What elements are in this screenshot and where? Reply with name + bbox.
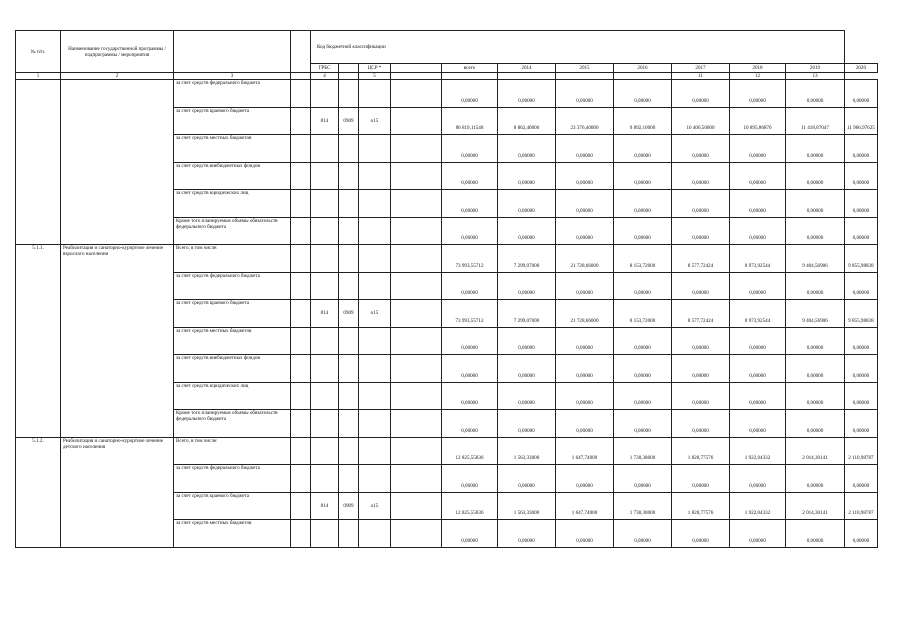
- blank-cell: [291, 520, 311, 548]
- csr-code: [359, 80, 391, 108]
- year-value: 11 966,97625: [845, 107, 878, 135]
- csr-code: [359, 355, 391, 383]
- funding-source: за счет средств краевого бюджета: [174, 107, 291, 135]
- header-year: 2020: [845, 64, 878, 73]
- year-value: 0,00000: [498, 520, 556, 548]
- year-value: 0,00000: [556, 382, 614, 410]
- total-value: 0,00000: [442, 162, 498, 190]
- year-value: 1 828,77576: [672, 492, 730, 520]
- year-value: 0,00000: [498, 410, 556, 438]
- year-value: 1 922,04332: [730, 492, 786, 520]
- year-value: 0,00000: [498, 272, 556, 300]
- funding-source: Всего, в том числе:: [174, 245, 291, 273]
- year-value: 0,00000: [498, 465, 556, 493]
- column-number: 1: [16, 73, 61, 80]
- year-value: 8 153,72000: [614, 245, 672, 273]
- funding-source: за счет средств местных бюджетов: [174, 520, 291, 548]
- year-value: 7 299,07000: [498, 245, 556, 273]
- total-value: 0,00000: [442, 190, 498, 218]
- header-col-code: Код бюджетной классификации: [311, 31, 845, 64]
- grbs-code: [311, 520, 339, 548]
- year-value: 2 110,98787: [845, 437, 878, 465]
- grbs-code: 814: [311, 300, 339, 328]
- year-value: 1 922,04332: [730, 437, 786, 465]
- year-value: 0,00000: [845, 162, 878, 190]
- year-value: 0,00000: [556, 410, 614, 438]
- column-number: [391, 73, 442, 80]
- column-number: [556, 73, 614, 80]
- blank-cell: [291, 437, 311, 465]
- year-value: 0,00000: [498, 190, 556, 218]
- year-value: 0,00000: [672, 272, 730, 300]
- year-value: 23 376,40000: [556, 107, 614, 135]
- year-value: 8 577,72424: [672, 245, 730, 273]
- table-row: [16, 437, 878, 465]
- funding-source: за счет средств внебюджетных фондов: [174, 355, 291, 383]
- year-value: 0,00000: [845, 80, 878, 108]
- year-value: 0,00000: [672, 520, 730, 548]
- year-value: 0,00000: [786, 80, 845, 108]
- vr-cell: [391, 327, 442, 355]
- blank-cell: [291, 272, 311, 300]
- column-number: 2: [61, 73, 174, 80]
- year-value: 0,00000: [672, 80, 730, 108]
- grbs-code: [311, 437, 339, 465]
- total-value: 73 993,55712: [442, 300, 498, 328]
- vr-cell: [391, 272, 442, 300]
- blank-cell: [291, 245, 311, 273]
- total-value: 12 825,55836: [442, 492, 498, 520]
- column-number: 11: [672, 73, 730, 80]
- year-value: 0,00000: [672, 162, 730, 190]
- year-value: 21 728,66000: [556, 300, 614, 328]
- row-number: 5.1.2.: [16, 437, 61, 547]
- year-value: 0,00000: [730, 410, 786, 438]
- total-value: 73 993,55712: [442, 245, 498, 273]
- year-value: 0,00000: [672, 135, 730, 163]
- year-value: 0,00000: [556, 162, 614, 190]
- header-year: 2016: [614, 64, 672, 73]
- grbs-code: [311, 80, 339, 108]
- section-code: [339, 135, 359, 163]
- year-value: 0,00000: [614, 135, 672, 163]
- blank-cell: [291, 300, 311, 328]
- year-value: 11 418,87047: [786, 107, 845, 135]
- grbs-code: 814: [311, 492, 339, 520]
- year-value: 0,00000: [672, 355, 730, 383]
- csr-code: [359, 135, 391, 163]
- year-value: 0,00000: [614, 382, 672, 410]
- grbs-code: [311, 272, 339, 300]
- blank-cell: [291, 162, 311, 190]
- grbs-code: [311, 410, 339, 438]
- year-value: 0,00000: [556, 217, 614, 245]
- year-value: 0,00000: [614, 520, 672, 548]
- year-value: 1 738,38000: [614, 492, 672, 520]
- blank-cell: [291, 190, 311, 218]
- year-value: 1 563,33000: [498, 492, 556, 520]
- year-value: 0,00000: [498, 135, 556, 163]
- vr-cell: [391, 162, 442, 190]
- row-number: [16, 80, 61, 245]
- blank-cell: [291, 355, 311, 383]
- table-row: [16, 245, 878, 273]
- year-value: 0,00000: [498, 327, 556, 355]
- column-number: 13: [786, 73, 845, 80]
- header-csr: ЦСР *: [359, 64, 391, 73]
- year-value: 0,00000: [730, 135, 786, 163]
- funding-source: за счет средств федерального бюджета: [174, 80, 291, 108]
- year-value: 0,00000: [845, 465, 878, 493]
- year-value: 0,00000: [730, 382, 786, 410]
- column-number: [614, 73, 672, 80]
- year-value: 0,00000: [845, 272, 878, 300]
- funding-source: за счет средств краевого бюджета: [174, 492, 291, 520]
- csr-code: [359, 520, 391, 548]
- total-value: 86 819,11548: [442, 107, 498, 135]
- funding-source: за счет средств федерального бюджета: [174, 465, 291, 493]
- column-number: [291, 73, 311, 80]
- year-value: 0,00000: [672, 410, 730, 438]
- csr-code: [359, 382, 391, 410]
- column-number: 12: [730, 73, 786, 80]
- year-value: 0,00000: [498, 162, 556, 190]
- section-code: 0909: [339, 107, 359, 135]
- header-grbs: ГРБС: [311, 64, 339, 73]
- header-year: 2019: [786, 64, 845, 73]
- year-value: 0,00000: [614, 465, 672, 493]
- section-code: [339, 245, 359, 273]
- year-value: 9 404,56906: [786, 245, 845, 273]
- header-col-name: Наименование государственной программы / подпрограммы / мероприятия: [61, 31, 174, 73]
- section-code: [339, 217, 359, 245]
- header-total: всего: [442, 64, 498, 73]
- vr-cell: [391, 382, 442, 410]
- csr-code: о15: [359, 107, 391, 135]
- total-value: 0,00000: [442, 327, 498, 355]
- year-value: 0,00000: [845, 327, 878, 355]
- year-value: 0,00000: [498, 355, 556, 383]
- total-value: 0,00000: [442, 135, 498, 163]
- section-code: [339, 80, 359, 108]
- year-value: 0,00000: [556, 272, 614, 300]
- year-value: 0,00000: [786, 135, 845, 163]
- year-value: 0,00000: [614, 217, 672, 245]
- budget-table: [15, 30, 878, 548]
- blank-cell: [291, 80, 311, 108]
- year-value: 0,00000: [845, 410, 878, 438]
- year-value: 2 014,30141: [786, 492, 845, 520]
- vr-cell: [391, 107, 442, 135]
- vr-cell: [391, 437, 442, 465]
- year-value: 1 738,38000: [614, 437, 672, 465]
- column-number: [498, 73, 556, 80]
- vr-cell: [391, 355, 442, 383]
- measure-name: Реабилитация и санаторно-курортное лечение взрослого населения: [61, 245, 174, 438]
- blank-cell: [291, 217, 311, 245]
- section-code: [339, 190, 359, 218]
- year-value: 0,00000: [614, 355, 672, 383]
- csr-code: [359, 190, 391, 218]
- funding-source: за счет средств федерального бюджета: [174, 272, 291, 300]
- year-value: 0,00000: [556, 190, 614, 218]
- vr-cell: [391, 465, 442, 493]
- year-value: 0,00000: [730, 190, 786, 218]
- year-value: 7 299,07000: [498, 300, 556, 328]
- table-body: [16, 31, 878, 548]
- year-value: 0,00000: [556, 327, 614, 355]
- year-value: 2 110,98787: [845, 492, 878, 520]
- year-value: 0,00000: [730, 520, 786, 548]
- header-col-source: [174, 31, 291, 73]
- row-number: 5.1.1.: [16, 245, 61, 438]
- vr-cell: [391, 520, 442, 548]
- funding-source: за счет средств юридических лиц: [174, 382, 291, 410]
- section-code: [339, 465, 359, 493]
- year-value: 1 563,33000: [498, 437, 556, 465]
- year-value: 0,00000: [845, 217, 878, 245]
- grbs-code: [311, 382, 339, 410]
- year-value: 0,00000: [786, 272, 845, 300]
- year-value: 8 577,72424: [672, 300, 730, 328]
- year-value: 8 973,92544: [730, 245, 786, 273]
- year-value: 0,00000: [672, 217, 730, 245]
- csr-code: [359, 327, 391, 355]
- grbs-code: [311, 190, 339, 218]
- csr-code: [359, 217, 391, 245]
- year-value: 0,00000: [672, 327, 730, 355]
- vr-cell: [391, 135, 442, 163]
- vr-cell: [391, 80, 442, 108]
- year-value: 0,00000: [786, 410, 845, 438]
- total-value: 0,00000: [442, 355, 498, 383]
- funding-source: за счет средств местных бюджетов: [174, 135, 291, 163]
- year-value: 0,00000: [614, 190, 672, 218]
- column-number: [442, 73, 498, 80]
- year-value: 1 647,74000: [556, 492, 614, 520]
- section-code: [339, 520, 359, 548]
- blank-cell: [291, 135, 311, 163]
- year-value: 0,00000: [498, 217, 556, 245]
- funding-source: Кроме того планируемые объемы обязательств федерального бюджета: [174, 217, 291, 245]
- blank-cell: [291, 465, 311, 493]
- funding-source: за счет средств юридических лиц: [174, 190, 291, 218]
- vr-cell: [391, 217, 442, 245]
- year-value: 0,00000: [730, 80, 786, 108]
- csr-code: [359, 410, 391, 438]
- year-value: 0,00000: [786, 190, 845, 218]
- year-value: 0,00000: [786, 382, 845, 410]
- year-value: 0,00000: [786, 465, 845, 493]
- blank-cell: [291, 382, 311, 410]
- year-value: 0,00000: [730, 355, 786, 383]
- year-value: 0,00000: [845, 355, 878, 383]
- blank-cell: [291, 410, 311, 438]
- funding-source: за счет средств местных бюджетов: [174, 327, 291, 355]
- year-value: 10 895,86876: [730, 107, 786, 135]
- section-code: 0909: [339, 300, 359, 328]
- header-year: 2018: [730, 64, 786, 73]
- year-value: 0,00000: [556, 465, 614, 493]
- year-value: 8 973,92544: [730, 300, 786, 328]
- header-rz: [339, 64, 359, 73]
- grbs-code: [311, 217, 339, 245]
- year-value: 0,00000: [614, 272, 672, 300]
- year-value: 0,00000: [614, 162, 672, 190]
- blank-cell: [291, 492, 311, 520]
- blank-cell: [291, 327, 311, 355]
- total-value: 0,00000: [442, 410, 498, 438]
- budget-table-wrapper: [15, 30, 878, 548]
- year-value: 0,00000: [730, 465, 786, 493]
- year-value: 0,00000: [845, 382, 878, 410]
- total-value: 0,00000: [442, 272, 498, 300]
- year-value: 9 855,98838: [845, 245, 878, 273]
- section-code: [339, 355, 359, 383]
- grbs-code: [311, 162, 339, 190]
- column-number: 3: [174, 73, 291, 80]
- header-col-no: № п/п.: [16, 31, 61, 73]
- year-value: 0,00000: [730, 217, 786, 245]
- section-code: [339, 382, 359, 410]
- year-value: 0,00000: [672, 190, 730, 218]
- year-value: 0,00000: [786, 520, 845, 548]
- csr-code: [359, 437, 391, 465]
- year-value: 8 862,40000: [498, 107, 556, 135]
- section-code: [339, 162, 359, 190]
- year-value: 0,00000: [672, 382, 730, 410]
- csr-code: [359, 465, 391, 493]
- year-value: 0,00000: [614, 327, 672, 355]
- column-number: 4: [311, 73, 339, 80]
- blank-cell: [291, 107, 311, 135]
- year-value: 0,00000: [786, 217, 845, 245]
- column-number: 5: [359, 73, 391, 80]
- funding-source: за счет средств краевого бюджета: [174, 300, 291, 328]
- year-value: 0,00000: [730, 162, 786, 190]
- vr-cell: [391, 245, 442, 273]
- csr-code: [359, 272, 391, 300]
- year-value: 0,00000: [786, 162, 845, 190]
- funding-source: Всего, в том числе:: [174, 437, 291, 465]
- csr-code: [359, 162, 391, 190]
- vr-cell: [391, 190, 442, 218]
- section-code: [339, 327, 359, 355]
- section-code: [339, 410, 359, 438]
- year-value: 0,00000: [845, 520, 878, 548]
- year-value: 0,00000: [614, 410, 672, 438]
- total-value: 0,00000: [442, 217, 498, 245]
- year-value: 0,00000: [786, 327, 845, 355]
- year-value: 1 647,74000: [556, 437, 614, 465]
- header-year: 2015: [556, 64, 614, 73]
- grbs-code: [311, 245, 339, 273]
- header-year: 2017: [672, 64, 730, 73]
- vr-cell: [391, 410, 442, 438]
- header-vr: [391, 64, 442, 73]
- year-value: 0,00000: [498, 80, 556, 108]
- measure-name: [61, 80, 174, 245]
- header-year: 2014: [498, 64, 556, 73]
- grbs-code: [311, 465, 339, 493]
- grbs-code: [311, 327, 339, 355]
- section-code: 0909: [339, 492, 359, 520]
- year-value: 0,00000: [730, 272, 786, 300]
- header-row-main: [16, 31, 878, 64]
- grbs-code: [311, 135, 339, 163]
- year-value: 0,00000: [556, 355, 614, 383]
- section-code: [339, 437, 359, 465]
- column-number-row: [16, 73, 878, 80]
- year-value: 0,00000: [614, 80, 672, 108]
- year-value: 1 828,77576: [672, 437, 730, 465]
- year-value: 9 892,10000: [614, 107, 672, 135]
- section-code: [339, 272, 359, 300]
- total-value: 0,00000: [442, 80, 498, 108]
- total-value: 12 825,55836: [442, 437, 498, 465]
- header-col-blank: [291, 31, 311, 73]
- csr-code: о15: [359, 492, 391, 520]
- total-value: 0,00000: [442, 465, 498, 493]
- year-value: 0,00000: [556, 135, 614, 163]
- csr-code: о15: [359, 300, 391, 328]
- year-value: 0,00000: [672, 465, 730, 493]
- csr-code: [359, 245, 391, 273]
- year-value: 9 404,56906: [786, 300, 845, 328]
- year-value: 0,00000: [845, 135, 878, 163]
- year-value: 0,00000: [845, 190, 878, 218]
- year-value: 8 153,72000: [614, 300, 672, 328]
- year-value: 9 855,98838: [845, 300, 878, 328]
- year-value: 0,00000: [730, 327, 786, 355]
- total-value: 0,00000: [442, 382, 498, 410]
- vr-cell: [391, 300, 442, 328]
- funding-source: за счет средств внебюджетных фондов: [174, 162, 291, 190]
- grbs-code: [311, 355, 339, 383]
- table-row: [16, 80, 878, 108]
- column-number: [339, 73, 359, 80]
- year-value: 0,00000: [498, 382, 556, 410]
- grbs-code: 814: [311, 107, 339, 135]
- year-value: 0,00000: [556, 80, 614, 108]
- year-value: 0,00000: [556, 520, 614, 548]
- measure-name: Реабилитация и санаторно-курортное лечение детского населения: [61, 437, 174, 547]
- year-value: 0,00000: [786, 355, 845, 383]
- funding-source: Кроме того планируемые объемы обязательств федерального бюджета: [174, 410, 291, 438]
- year-value: 10 406,50000: [672, 107, 730, 135]
- year-value: 2 014,30141: [786, 437, 845, 465]
- vr-cell: [391, 492, 442, 520]
- year-value: 21 728,66000: [556, 245, 614, 273]
- total-value: 0,00000: [442, 520, 498, 548]
